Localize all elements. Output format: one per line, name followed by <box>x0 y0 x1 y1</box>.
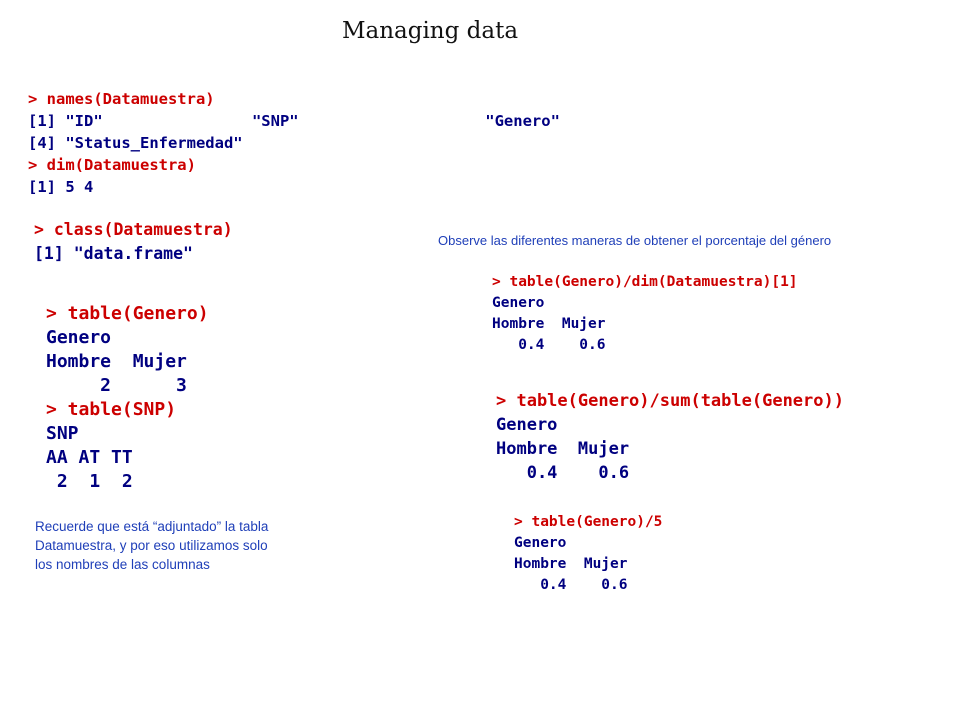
page-title: Managing data <box>341 18 519 44</box>
code-command-line: > table(Genero)/dim(Datamuestra)[1] <box>492 274 798 290</box>
code-output-line: 2 1 2 <box>46 471 133 492</box>
code-command-line: > table(Genero) <box>46 303 209 324</box>
code-output-line: 2 3 <box>46 375 187 396</box>
code-command-line: > table(SNP) <box>46 399 177 420</box>
code-block-pct-5 <box>514 512 662 596</box>
code-output-line: 0.4 0.6 <box>496 463 630 483</box>
code-output-line: AA AT TT <box>46 447 133 468</box>
code-output-line: Genero <box>492 295 545 311</box>
code-output-line: 0.4 0.6 <box>492 337 606 353</box>
code-command-line: > class(Datamuestra) <box>34 220 233 239</box>
code-output-line: Genero <box>46 327 112 348</box>
code-output-line: Hombre Mujer <box>514 556 628 572</box>
code-output-line: SNP <box>46 423 79 444</box>
code-command-line: > names(Datamuestra) <box>28 90 215 108</box>
code-output-line: Hombre Mujer <box>46 351 187 372</box>
code-command-line: > dim(Datamuestra) <box>28 156 196 174</box>
code-command-line: > table(Genero)/sum(table(Genero)) <box>496 391 844 411</box>
code-block-class <box>34 218 233 266</box>
note-observe: Observe las diferentes maneras de obtener el porcentaje del género <box>438 233 832 248</box>
code-output-line: [1] "ID" "SNP" "Genero" <box>28 112 560 130</box>
code-block-pct-sum <box>496 389 844 485</box>
code-block-pct-dim <box>492 272 798 356</box>
code-output-line: Genero <box>514 535 567 551</box>
code-output-line: [1] "data.frame" <box>34 244 193 263</box>
code-output-line: Hombre Mujer <box>496 439 630 459</box>
note-recuerde: Recuerde que está “adjuntado” la tabla Datamuestra, y por eso utilizamos solo los nombres de las columnas <box>35 519 269 572</box>
code-block-names-dim <box>28 88 560 198</box>
code-output-line: Hombre Mujer <box>492 316 606 332</box>
code-output-line: 0.4 0.6 <box>514 577 628 593</box>
code-output-line: Genero <box>496 415 558 435</box>
code-block-table-genero-snp <box>46 302 209 494</box>
code-output-line: [1] 5 4 <box>28 178 94 196</box>
code-output-line: [4] "Status_Enfermedad" <box>28 134 243 152</box>
code-command-line: > table(Genero)/5 <box>514 514 663 530</box>
